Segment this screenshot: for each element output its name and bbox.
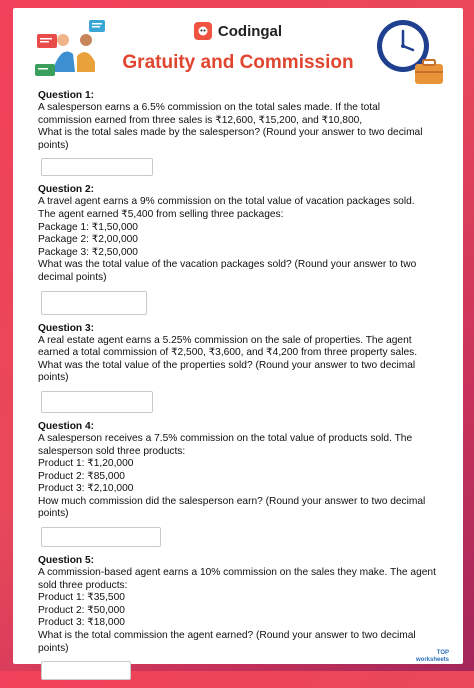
question-text-line: commission earned from three sales is ₹12,600, ₹15,200, and ₹10,800,: [38, 114, 363, 126]
clock-briefcase-illustration: [371, 16, 447, 93]
question-text-line: A salesperson receives a 7.5% commission on the total value of products sold. The: [38, 432, 413, 444]
question-text-line: What is the total commission the agent earned? (Round your answer to two decimal: [38, 630, 416, 642]
footer-brand-line-2: worksheets: [415, 657, 449, 663]
question-text-line: points): [38, 139, 69, 151]
question-text-line: salesperson sold three products:: [38, 445, 186, 457]
answer-input-3[interactable]: [41, 391, 153, 413]
question-text-line: A real estate agent earns a 5.25% commission on the sale of properties. The agent: [38, 334, 412, 346]
page-title: Gratuity and Commission: [122, 52, 354, 73]
question-text-line: sold three products:: [38, 579, 128, 591]
question-text-line: Package 2: ₹2,00,000: [38, 234, 138, 246]
question-heading: Question 4:: [38, 420, 95, 432]
footer-brand-line-1: TOP: [436, 650, 449, 656]
footer-brand: [416, 650, 449, 664]
question-text-line: What was the total value of the properties sold? (Round your answer to two decimal: [38, 359, 416, 371]
question-text-line: A salesperson earns a 6.5% commission on the total sales made. If the total: [38, 102, 381, 113]
question-4: [38, 421, 453, 547]
question-text-line: Product 2: ₹85,000: [38, 470, 125, 482]
question-heading: Question 1:: [38, 90, 95, 101]
brand-logo-icon: [194, 22, 212, 40]
answer-input-2[interactable]: [41, 291, 147, 315]
question-text-line: What is the total sales made by the salesperson? (Round your answer to two decimal: [38, 127, 423, 139]
question-text-line: How much commission did the salesperson earn? (Round your answer to two decimal: [38, 495, 426, 507]
question-text-line: A commission-based agent earns a 10% commission on the sales they make. The agent: [38, 567, 436, 579]
worksheet-page: [13, 8, 463, 664]
question-text-line: points): [38, 508, 69, 520]
question-text-line: The agent earned ₹5,400 from selling three packages:: [38, 208, 284, 220]
question-heading: Question 5:: [38, 555, 95, 567]
question-2: [38, 184, 453, 314]
question-text-line: Package 1: ₹1,50,000: [38, 221, 138, 233]
question-text-line: points): [38, 372, 69, 384]
questions-list: [38, 90, 453, 688]
question-5: [38, 555, 453, 680]
answer-input-1[interactable]: [41, 158, 153, 176]
question-text-line: decimal points): [38, 271, 107, 283]
question-3: [38, 323, 453, 413]
question-text-line: earned a total commission of ₹2,500, ₹3,600, and ₹4,200 from three property sales.: [38, 347, 418, 359]
question-text-line: Product 1: ₹35,500: [38, 592, 125, 604]
question-text-line: points): [38, 642, 69, 654]
question-text-line: Product 3: ₹18,000: [38, 617, 125, 629]
question-text-line: A travel agent earns a 9% commission on the total value of vacation packages sold.: [38, 196, 415, 208]
brand-name: Codingal: [217, 22, 283, 40]
question-heading: Question 2:: [38, 184, 95, 196]
question-text-line: What was the total value of the vacation packages sold? (Round your answer to two: [38, 259, 417, 271]
question-text-line: Package 3: ₹2,50,000: [38, 246, 138, 258]
question-heading: Question 3:: [38, 322, 95, 334]
question-text-line: Product 2: ₹50,000: [38, 604, 125, 616]
question-text-line: Product 3: ₹2,10,000: [38, 483, 134, 495]
answer-input-4[interactable]: [41, 527, 161, 547]
question-1: [38, 90, 453, 176]
question-text-line: Product 1: ₹1,20,000: [38, 458, 134, 470]
